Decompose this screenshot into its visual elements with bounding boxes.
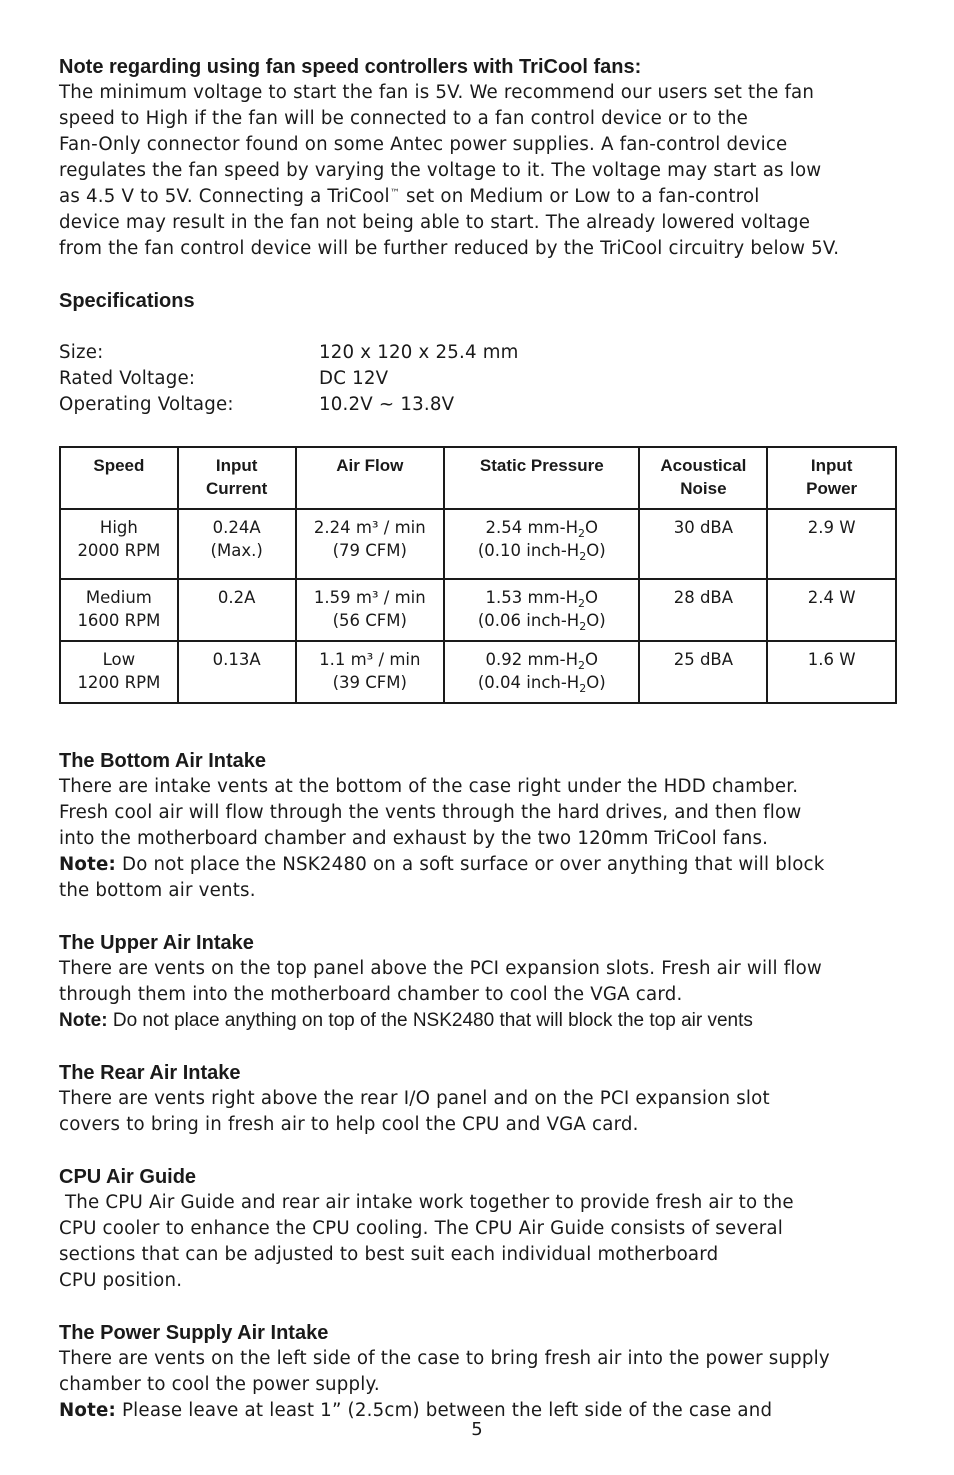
spec-value: 10.2V ~ 13.8V	[319, 394, 455, 415]
text-line: The CPU Air Guide and rear air intake work together to provide fresh air to the	[59, 1192, 794, 1213]
note-label: Note:	[59, 1010, 108, 1031]
spec-row-size	[59, 340, 897, 366]
text-line: chamber to cool the power supply.	[59, 1374, 380, 1395]
spec-label: Operating Voltage:	[59, 394, 234, 415]
cpu-guide-heading: CPU Air Guide	[59, 1166, 197, 1188]
table-row	[60, 509, 896, 579]
cell-speed: Low 1200 RPM	[60, 641, 178, 703]
cell-airflow: 1.59 m³ / min (56 CFM)	[296, 579, 445, 641]
page-number: 5	[471, 1419, 483, 1440]
text-line: device may result in the fan not being able to start. The already lowered voltage	[59, 212, 811, 233]
note-label: Note:	[59, 1400, 117, 1421]
header-air-flow: Air Flow	[296, 447, 445, 509]
text-fragment: set on Medium or Low to a fan-control	[400, 186, 760, 207]
bottom-intake-body	[59, 774, 897, 904]
text-line: Fresh cool air will flow through the vents through the hard drives, and then flow	[59, 802, 802, 823]
fan-spec-table	[59, 446, 897, 704]
text-line: There are vents right above the rear I/O panel and on the PCI expansion slot	[59, 1088, 770, 1109]
psu-intake-body	[59, 1346, 897, 1424]
fan-controller-note-body	[59, 80, 897, 262]
spec-row-operating-voltage	[59, 392, 897, 418]
cell-current: 0.13A	[178, 641, 296, 703]
specifications-list	[59, 340, 897, 418]
cell-current: 0.2A	[178, 579, 296, 641]
text-line: There are vents on the left side of the case to bring fresh air into the power supply	[59, 1348, 830, 1369]
cpu-guide-body	[59, 1190, 897, 1294]
text-line	[59, 184, 897, 210]
rear-intake-body	[59, 1086, 897, 1138]
text-line: There are vents on the top panel above the PCI expansion slots. Fresh air will flow	[59, 958, 822, 979]
text-line: CPU cooler to enhance the CPU cooling. The CPU Air Guide consists of several	[59, 1218, 783, 1239]
header-input-current: Input Current	[178, 447, 296, 509]
table-row	[60, 579, 896, 641]
text-fragment: as 4.5 V to 5V. Connecting a TriCool	[59, 186, 390, 207]
cell-power: 1.6 W	[767, 641, 896, 703]
header-speed: Speed	[60, 447, 178, 509]
cell-power: 2.9 W	[767, 509, 896, 579]
spec-value: 120 x 120 x 25.4 mm	[319, 342, 519, 363]
spec-label: Rated Voltage:	[59, 368, 196, 389]
text-line: the bottom air vents.	[59, 880, 256, 901]
bottom-intake-heading: The Bottom Air Intake	[59, 750, 267, 772]
table-row	[60, 641, 896, 703]
table-header-row	[60, 447, 896, 509]
note-label: Note:	[59, 854, 117, 875]
cell-speed: High 2000 RPM	[60, 509, 178, 579]
cell-noise: 30 dBA	[639, 509, 767, 579]
fan-controller-note-heading: Note regarding using fan speed controllers with TriCool fans:	[59, 56, 642, 78]
text-line: speed to High if the fan will be connected to a fan control device or to the	[59, 108, 749, 129]
text-line: There are intake vents at the bottom of the case right under the HDD chamber.	[59, 776, 799, 797]
upper-intake-body	[59, 956, 897, 1008]
psu-intake-heading: The Power Supply Air Intake	[59, 1322, 329, 1344]
document-page	[59, 54, 897, 1424]
cell-speed: Medium 1600 RPM	[60, 579, 178, 641]
cell-pressure: 1.53 $mm-H_2O$ (0.06 inch-$H_2O$)	[444, 579, 639, 641]
text-line: through them into the motherboard chamber to cool the VGA card.	[59, 984, 683, 1005]
cell-power: 2.4 W	[767, 579, 896, 641]
cell-pressure: 0.92 $mm-H_2O$ (0.04 inch-$H_2O$)	[444, 641, 639, 703]
upper-intake-heading: The Upper Air Intake	[59, 932, 254, 954]
text-line: into the motherboard chamber and exhaust by the two 120mm TriCool fans.	[59, 828, 769, 849]
text-line: covers to bring in fresh air to help cool the CPU and VGA card.	[59, 1114, 639, 1135]
cell-noise: 25 dBA	[639, 641, 767, 703]
cell-pressure: 2.54 $mm-H_2O$ (0.10 inch-$H_2O$)	[444, 509, 639, 579]
text-line: sections that can be adjusted to best suit each individual motherboard	[59, 1244, 719, 1265]
spec-row-rated-voltage	[59, 366, 897, 392]
cell-noise: 28 dBA	[639, 579, 767, 641]
rear-intake-heading: The Rear Air Intake	[59, 1062, 241, 1084]
cell-current: 0.24A (Max.)	[178, 509, 296, 579]
spec-value: DC 12V	[319, 368, 389, 389]
spec-label: Size:	[59, 342, 104, 363]
text-line: regulates the fan speed by varying the voltage to it. The voltage may start as low	[59, 160, 822, 181]
header-acoustical-noise: Acoustical Noise	[639, 447, 767, 509]
text-line: Note: Do not place the NSK2480 on a soft surface or over anything that will block	[59, 854, 825, 875]
trademark-symbol: ™	[389, 188, 401, 199]
header-static-pressure: Static Pressure	[444, 447, 639, 509]
text-line: Fan-Only connector found on some Antec power supplies. A fan-control device	[59, 134, 788, 155]
header-input-power: Input Power	[767, 447, 896, 509]
upper-intake-note: Note: Do not place anything on top of the NSK2480 that will block the top air vents	[59, 1010, 753, 1031]
cell-airflow: 2.24 m³ / min (79 CFM)	[296, 509, 445, 579]
text-line: The minimum voltage to start the fan is 5V. We recommend our users set the fan	[59, 82, 815, 103]
text-line: CPU position.	[59, 1270, 183, 1291]
specifications-heading: Specifications	[59, 290, 195, 312]
cell-airflow: 1.1 m³ / min (39 CFM)	[296, 641, 445, 703]
text-line: from the fan control device will be further reduced by the TriCool circuitry below 5V.	[59, 238, 840, 259]
text-line: Note: Please leave at least 1” (2.5cm) between the left side of the case and	[59, 1400, 773, 1421]
